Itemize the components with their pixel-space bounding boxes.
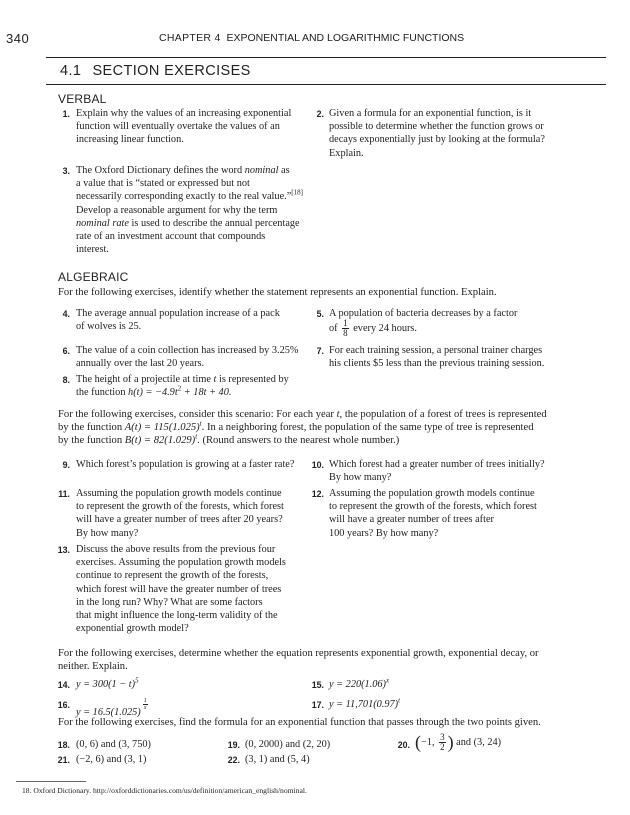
exercise-text: Which forest had a greater number of trees initially? [329,459,545,470]
exercise-text: to represent the growth of the forests, which forest [329,501,537,513]
instructions-points: For the following exercises, find the formula for an exponential function that passes through the two points given. [58,717,541,728]
exercise-text: which forest will have the greater number of trees [76,583,282,595]
exercise-text: By how many? [76,527,139,539]
exercise-text: The height of a projectile at time [76,374,214,385]
exercise-text: For each training session, a personal trainer charges [329,345,543,356]
exercise-number: 11. [58,489,70,499]
math-expression: y = 16.5(1.025) [76,707,141,718]
math-expression: A(t) = 115(1.025) [124,422,200,434]
exercise-number: 7. [316,346,324,356]
exercise-text: The Oxford Dictionary defines the word [76,165,245,176]
math-expression: + 18t + 40. [181,387,232,399]
running-header [159,32,464,44]
math-expression: y = 300(1 − t) [76,679,136,690]
exercise-text: A population of bacteria decreases by a factor [329,308,518,319]
math-expression: h(t) = −4.9t [128,387,178,399]
exercise-text: in the long run? Why? What are some factors [76,596,263,608]
exercise-text: Explain why the values of an increasing exponential [76,108,292,119]
exercise-text: will have a greater number of trees after [329,514,494,526]
exercise-number: 21. [57,755,70,765]
exercise-text: is used to describe the annual percentage [128,217,300,229]
exercise-text: function will eventually overtake the values of an [76,121,280,133]
exercise-number: 17. [311,700,324,710]
exercise-number: 16. [57,700,70,710]
exercise-text: that might influence the long-term validity of the [76,610,278,622]
fraction: $\frac{1}{8}$ [343,318,348,339]
section-title [60,63,251,79]
exercise-number: 2. [316,109,324,119]
exercise-text: Discuss the above results from the previous four [76,544,276,555]
scenario-text: . (Round answers to the nearest whole number.) [197,435,400,447]
math-expression: B(t) = 82(1.029) [124,435,196,447]
exercise-text: Explain. [329,147,364,159]
exercise-number: 22. [227,755,240,765]
exponent: t [195,432,198,441]
exercise-number: 19. [227,740,240,750]
exercise-text: The average annual population increase of a pack [76,308,280,319]
scenario-paragraph [58,408,618,448]
math-expression: y = 220(1.06) [329,679,386,690]
exercise-text: a value that is “stated or expressed but not [76,178,250,190]
footnote: 18. Oxford Dictionary. http://oxforddictionaries.com/us/definition/american_english/nominal. [22,786,307,795]
exercise-number: 14. [57,680,70,690]
scenario-text: . In a neighboring forest, the population of the same type of tree is represented [201,422,534,434]
exercise-text: By how many? [329,472,392,484]
scenario-text: , the population of a forest of trees is represented [339,409,547,420]
fraction: $\frac{3}{2}$ [440,732,445,752]
scenario-text: by the function [58,422,125,434]
exercise-text-italic: nominal [244,165,279,176]
exercise-text: Which forest’s population is growing at a faster rate? [76,459,295,470]
exercise-text: (−2, 6) and (3, 1) [76,754,147,765]
exercise-text: his clients $5 less than the previous training session. [329,358,545,370]
scenario-text: For the following exercises, consider this scenario: For each year [58,409,337,420]
header-rule [46,57,606,58]
exponent: 5 [135,676,139,685]
page-number: 340 [6,31,30,46]
section-rule [46,84,606,85]
exercise-text: interest. [76,244,109,256]
algebraic-heading: ALGEBRAIC [58,270,129,284]
exercise-number: 20. [397,740,410,750]
footnote-rule [16,781,86,782]
math-expression: y = 11,701(0.97) [329,699,399,710]
exercise-text: is represented by [216,374,289,385]
verbal-heading: VERBAL [58,92,107,106]
exercise-text: (3, 1) and (5, 4) [245,754,310,765]
chapter-label: CHAPTER 4 [159,32,221,44]
exponent: t [398,696,401,705]
exercise-number: 1. [62,109,70,119]
exercise-text: exercises. Assuming the population growth models [76,557,286,569]
exercise-text: annually over the last 20 years. [76,358,205,370]
exponent: 2 [177,384,182,393]
exercise-text: increasing linear function. [76,134,184,146]
exercise-text: and (3, 24) [453,736,502,748]
fraction-exponent: $\frac{1}{x}$ [143,698,147,711]
instructions-text: For the following exercises, determine whether the equation represents exponential growth, exponential decay, or [58,648,539,659]
exercise-number: 9. [62,460,70,470]
exercise-text: necessarily corresponding exactly to the real value.” [76,191,292,203]
exercise-text: of wolves is 25. [76,321,142,333]
exercise-text: (0, 2000) and (2, 20) [245,739,331,750]
exercise-number: 18. [57,740,70,750]
exercise-number: 12. [311,489,324,499]
exercise-number: 6. [62,346,70,356]
exercise-text: continue to represent the growth of the forests, [76,570,269,582]
footnote-marker: [18] [291,188,303,197]
exercise-text-italic: nominal rate [76,217,129,229]
exponent: t [199,419,202,428]
instructions: For the following exercises, identify whether the statement represents an exponential function. Explain. [58,287,497,298]
exercise-text: possible to determine whether the function grows or [329,121,544,133]
exponent: x [386,676,390,685]
exercise-number: 8. [62,375,70,385]
left-paren: ( [415,731,421,752]
exercise-number: 13. [57,545,70,555]
math-variable: t [336,409,340,420]
instructions-growth [58,647,618,673]
exercise-text: The value of a coin collection has increased by 3.25% [76,345,299,356]
exercise-text: (0, 6) and (3, 750) [76,739,151,750]
exercise-text: Develop a reasonable argument for why the term [76,204,278,216]
exercise-text: 100 years? By how many? [329,527,439,539]
exercise-number: 3. [62,166,70,176]
exercise-number: 10. [311,460,324,470]
instructions-text: neither. Explain. [58,661,128,673]
exercise-text: every 24 hours. [353,323,418,335]
scenario-text: by the function [58,435,125,447]
exercise-text: Given a formula for an exponential function, is it [329,108,532,119]
exercise-text: Assuming the population growth models continue [329,488,535,499]
exercise-text: rate of an investment account that compounds [76,231,266,243]
math-variable: t [213,374,217,385]
exercise-text: to represent the growth of the forests, which forest [76,501,284,513]
exercise-text: exponential growth model? [76,623,189,635]
exercise-text: Assuming the population growth models continue [76,488,282,499]
exercise-text: decays exponentially just by looking at the formula? [329,134,545,146]
exercise-text: as [278,165,290,176]
exercise-number: 15. [311,680,324,690]
exercise-number: 5. [316,309,324,319]
chapter-title: EXPONENTIAL AND LOGARITHMIC FUNCTIONS [226,32,465,44]
exercise-text: will have a greater number of trees after 20 years? [76,514,283,526]
right-paren: ) [447,731,454,752]
exercise-text: of [329,323,338,335]
section-number: 4.1 [60,63,82,79]
exercise-text: −1, [421,736,438,748]
section-name: SECTION EXERCISES [92,63,251,79]
exercise-text: the function [76,387,129,399]
exercise-number: 4. [62,309,70,319]
